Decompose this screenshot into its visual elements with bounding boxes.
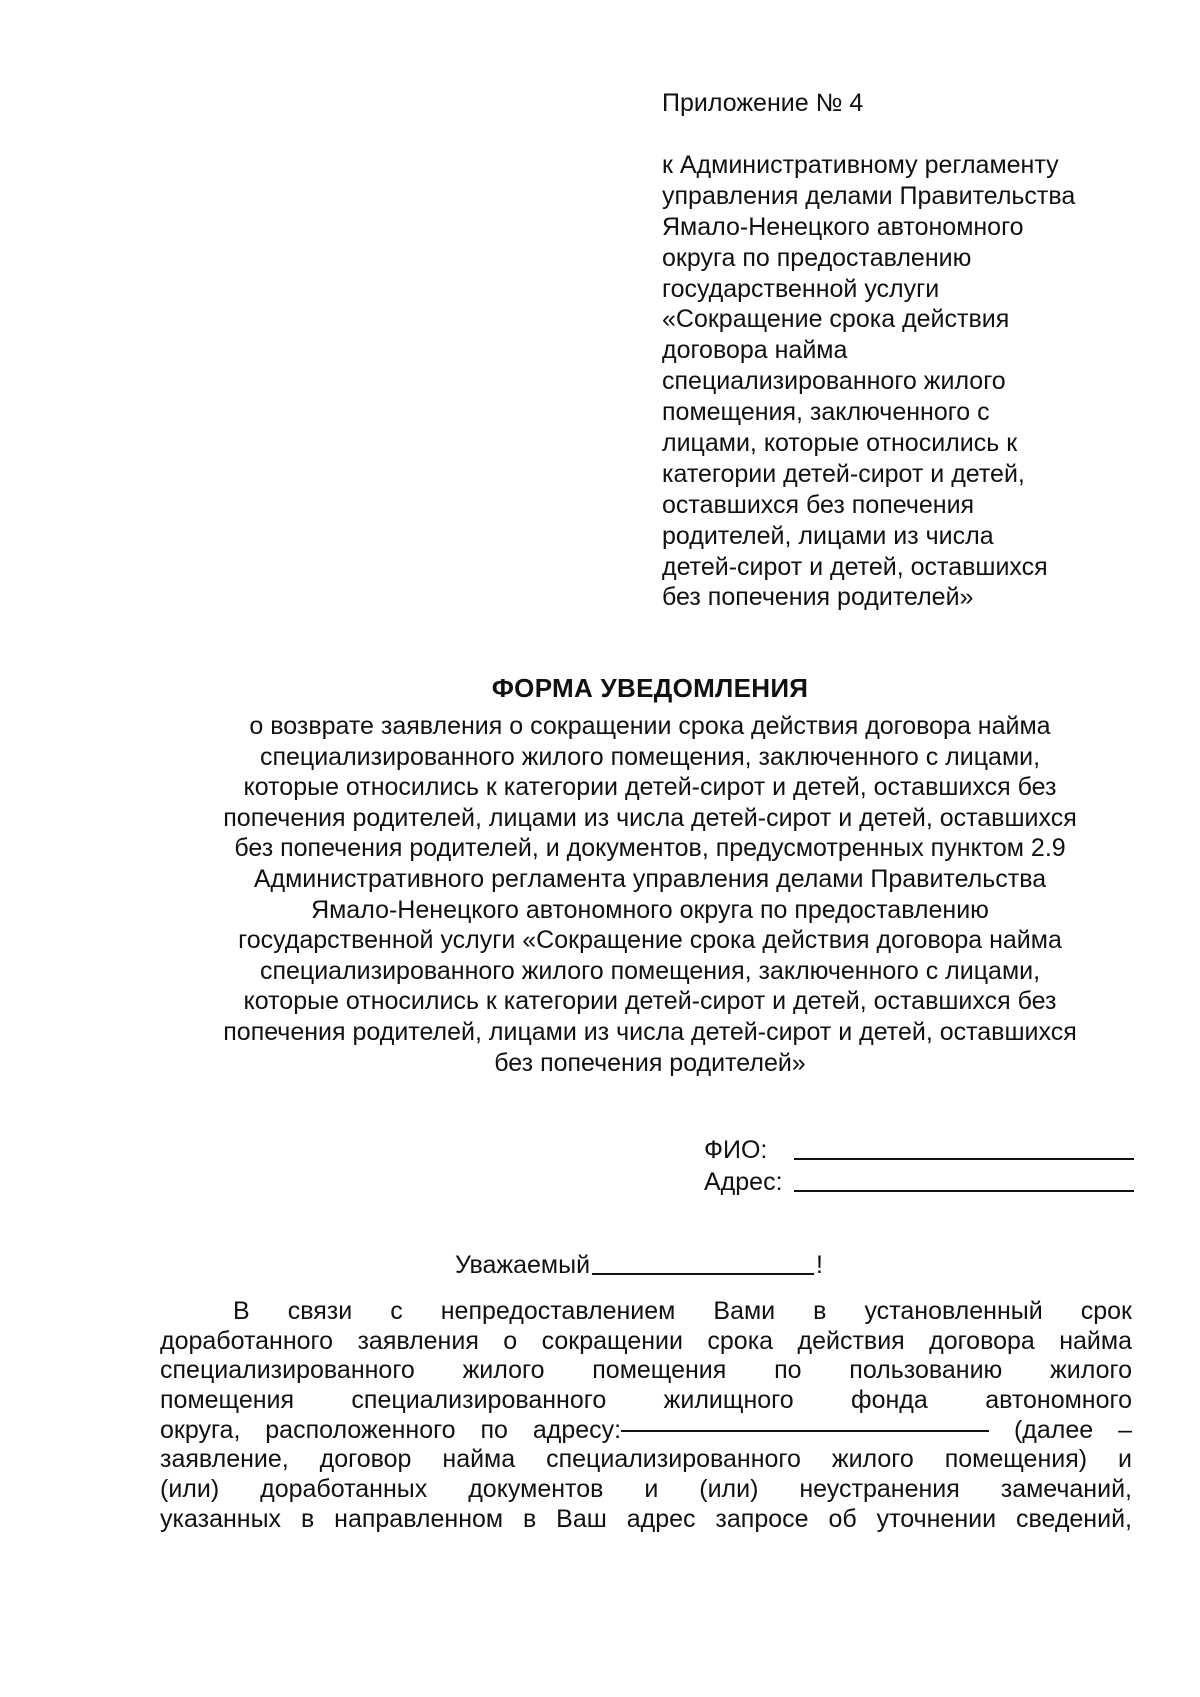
appendix-line: к Административному регламенту [662,151,1059,179]
form-subtitle-line: попечения родителей, лицами из числа детей-сирот и детей, оставшихся [223,1017,1077,1046]
body-address-suffix: (далее – [1013,1415,1132,1444]
appendix-line: «Сокращение срока действия [662,305,1010,334]
form-subtitle-line: без попечения родителей» [494,1048,806,1077]
form-subtitle-line: попечения родителей, лицами из числа детей-сирот и детей, оставшихся [223,803,1077,832]
greeting-prefix: Уважаемый [455,1251,591,1279]
address-inline-blank [621,1429,989,1432]
greeting [455,1250,823,1280]
appendix-line: государственной услуги [662,274,940,303]
appendix-line: округа по предоставлению [662,243,972,272]
appendix-line: управления делами Правительства [662,181,1076,210]
form-title: ФОРМА УВЕДОМЛЕНИЯ [491,673,809,703]
appendix-line: без попечения родителей» [662,583,974,612]
appendix-line: лицами, которые относились к [662,429,1018,458]
form-subtitle-line: Ямало-Ненецкого автономного округа по предоставлению [311,895,989,924]
fio-blank-line [794,1157,1134,1160]
fio-row [704,1133,1134,1165]
appendix-line: родителей, лицами из числа [662,521,994,550]
recipient-block [704,1133,1134,1197]
body-address-line [160,1416,1132,1446]
form-subtitle-line: которые относились к категории детей-сирот и детей, оставшихся без [243,987,1057,1016]
body-line: указанных в направленном в Ваш адрес запросе об уточнении сведений, [160,1504,1132,1533]
body-line: заявление, договор найма специализированного жилого помещения) и [160,1445,1132,1474]
body-line: помещения специализированного жилищного фонда автономного [160,1386,1132,1415]
appendix-body [662,150,1182,613]
address-row [704,1165,1134,1197]
body-line: доработанного заявления о сокращении срока действия договора найма [160,1326,1132,1355]
form-subtitle-line: которые относились к категории детей-сирот и детей, оставшихся без [243,773,1057,802]
form-subtitle-line: специализированного жилого помещения, заключенного с лицами, [259,956,1041,985]
fio-label: ФИО: [704,1136,768,1164]
greeting-name-blank [592,1272,814,1275]
form-subtitle-line: Административного регламента управления делами Правительства [253,864,1047,893]
body-address-prefix: округа, расположенного по адресу: [160,1415,622,1444]
appendix-line: оставшихся без попечения [662,490,975,519]
body-line: (или) доработанных документов и (или) неустранения замечаний, [160,1475,1132,1504]
body-line: В связи с непредоставлением Вами в установленный срок [233,1297,1132,1325]
appendix-line: специализированного жилого [662,367,1006,396]
appendix-line: Ямало-Ненецкого автономного [662,212,1024,241]
address-blank-line [794,1189,1134,1192]
address-label: Адрес: [704,1168,783,1196]
appendix-line: категории детей-сирот и детей, [662,459,1025,488]
appendix-line: детей-сирот и детей, оставшихся [662,552,1048,581]
form-subtitle [150,711,1150,1078]
appendix-line: помещения, заключенного с [662,398,990,427]
body-paragraph [160,1297,1132,1535]
form-subtitle-line: о возврате заявления о сокращении срока действия договора найма [249,712,1051,740]
body-line: специализированного жилого помещения по пользованию жилого [160,1356,1132,1385]
appendix-title: Приложение № 4 [662,89,864,117]
greeting-suffix: ! [816,1251,823,1279]
appendix-line: договора найма [662,336,848,365]
form-subtitle-line: специализированного жилого помещения, заключенного с лицами, [259,742,1041,771]
form-subtitle-line: без попечения родителей, и документов, предусмотренных пунктом 2.9 [234,834,1066,863]
form-subtitle-line: государственной услуги «Сокращение срока действия договора найма [238,926,1062,955]
